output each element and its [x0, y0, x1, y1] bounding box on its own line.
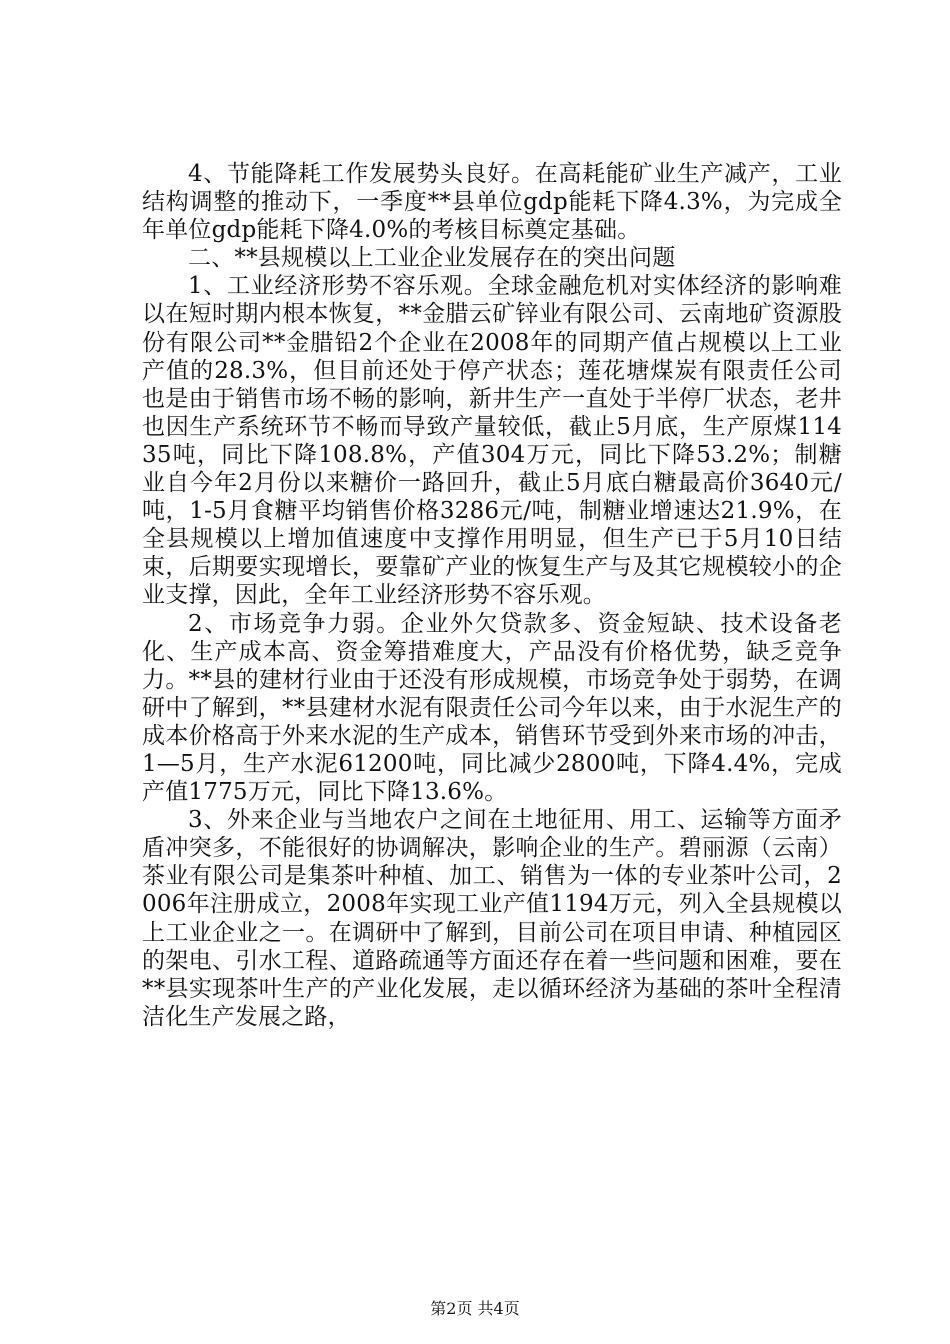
section-heading-problems: 二、**县规模以上工业企业发展存在的突出问题	[188, 245, 676, 272]
paragraph-enterprise-farmer-conflicts: 3、外来企业与当地农户之间在土地征用、用工、运输等方面矛盾冲突多，不能很好的协调解决，影响企业的生产。碧丽源（云南）茶业有限公司是集茶叶种植、加工、销售为一体的专业茶叶公司，2006年注册成立，2008年实现工业产值1194万元，列入全县规模以上工业企业之一。在调研中了解到，目前公司在项目申请、种植园区的架电、引水工程、道路疏通等方面还存在着一些问题和困难，要在**县实现茶叶生产的产业化发展，走以循环经济为基础的茶叶全程清洁化生产发展之路，	[142, 807, 842, 1030]
paragraph-market-competitiveness: 2、市场竞争力弱。企业外欠贷款多、资金短缺、技术设备老化、生产成本高、资金筹措难度大，产品没有价格优势，缺乏竞争力。**县的建材行业由于还没有形成规模，市场竞争处于弱势，在调研中了解到，**县建材水泥有限责任公司今年以来，由于水泥生产的成本价格高于外来水泥的生产成本，销售环节受到外来市场的冲击，1—5月，生产水泥61200吨，同比减少2800吨，下降4.4%，完成产值1775万元，同比下降13.6%。	[142, 610, 842, 806]
paragraph-energy-saving: 4、节能降耗工作发展势头良好。在高耗能矿业生产减产，工业结构调整的推动下，一季度**县单位gdp能耗下降4.3%，为完成全年单位gdp能耗下降4.0%的考核目标奠定基础。	[142, 161, 842, 244]
page-number-footer: 第2页 共4页	[430, 1299, 520, 1318]
paragraph-economic-situation: 1、工业经济形势不容乐观。全球金融危机对实体经济的影响难以在短时期内根本恢复，**金腊云矿锌业有限公司、云南地矿资源股份有限公司**金腊铅2个企业在2008年的同期产值占规模以上工业产值的28.3%，但目前还处于停产状态；莲花塘煤炭有限责任公司也是由于销售市场不畅的影响，新井生产一直处于半停厂状态，老井也因生产系统环节不畅而导致产量较低，截止5月底，生产原煤11435吨，同比下降108.8%，产值304万元，同比下降53.2%；制糖业自今年2月份以来糖价一路回升，截止5月底白糖最高价3640元/吨，1-5月食糖平均销售价格3286元/吨，制糖业增速达21.9%，在全县规模以上增加值速度中支撑作用明显，但生产已于5月10日结束，后期要实现增长，要靠矿产业的恢复生产与及其它规模较小的企业支撑，因此，全年工业经济形势不容乐观。	[142, 273, 842, 609]
document-body	[142, 160, 842, 1031]
